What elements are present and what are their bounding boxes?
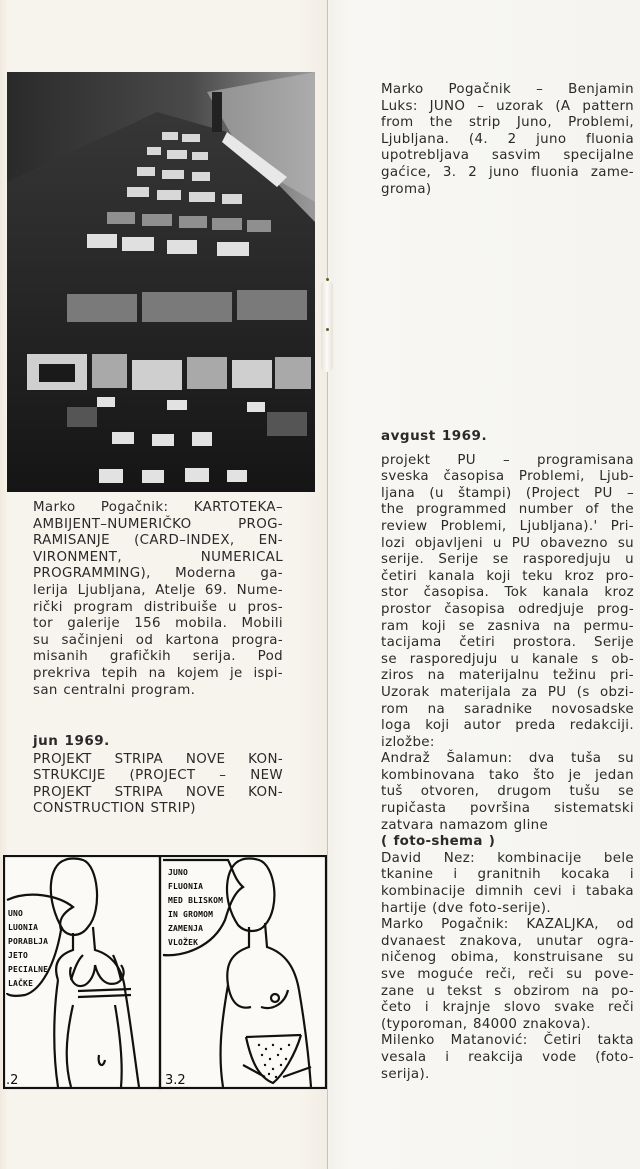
bubble-line: LAČKE xyxy=(8,979,34,988)
avgust-line: Uzorak materijala za PU (s obzi- xyxy=(381,684,634,700)
avgust-line: stor časopisa. Tok kanala kroz xyxy=(381,585,634,601)
avgust-line: ram koji se zasniva na permu- xyxy=(381,618,634,634)
foto-shema-label: ( foto-shema ) xyxy=(381,834,496,850)
avgust-line: (typoroman, 84000 znakova). xyxy=(381,1016,591,1032)
avgust-line: Marko Pogačnik: KAZALJKA, od xyxy=(381,917,634,933)
caption-line: san centralni program. xyxy=(33,682,196,698)
bubble-line: IN GROMOM xyxy=(168,910,214,919)
juno-line: upotrebljava sasvim specijalne xyxy=(381,148,634,164)
section-heading-avgust: avgust 1969. xyxy=(381,428,488,444)
photo-caption xyxy=(33,500,283,699)
fold-line xyxy=(327,0,328,1169)
caption-line: prekriva tepih na kojem je ispi- xyxy=(33,665,283,681)
avgust-line: the programmed number of the xyxy=(381,502,634,518)
avgust-line: dvanaest znakova, unutar ogra- xyxy=(381,933,634,949)
avgust-line: se rasporedjuju u kanale s ob- xyxy=(381,651,634,667)
juno-line: gaćice, 3. 2 juno fluonia zame- xyxy=(381,164,634,180)
bubble-line: MED BLISKOM xyxy=(168,896,224,905)
avgust-line: četiri kanala koji teku kroz pro- xyxy=(381,568,634,584)
caption-line: AMBIJENT–NUMERIČKO PROG- xyxy=(33,516,283,532)
avgust-line: ničenog obima, konstruisane su xyxy=(381,950,634,966)
avgust-line: lozi objavljeni u PU obavezno su xyxy=(381,535,634,551)
avgust-section xyxy=(381,428,634,1083)
avgust-line: izložbe: xyxy=(381,734,435,750)
caption-line: VIRONMENT, NUMERICAL xyxy=(33,549,283,565)
avgust-line: ziros na materijalnu težinu pri- xyxy=(381,668,634,684)
bubble-line: VLOŽEK xyxy=(168,938,199,947)
avgust-line: kombinovana tako što je jedan xyxy=(381,767,634,783)
avgust-line: kombinacije dimnih cevi i tabaka xyxy=(381,884,634,900)
bubble-line: JETO xyxy=(8,951,29,960)
avgust-line: David Nez: kombinacije bele xyxy=(381,850,634,866)
avgust-line: Andraž Šalamun: dva tuša su xyxy=(381,751,634,767)
avgust-line: zatvara namazom gline xyxy=(381,817,549,833)
avgust-line: review Problemi, Ljubljana).' Pri- xyxy=(381,518,634,534)
caption-line: Marko Pogačnik: KARTOTEKA– xyxy=(33,500,283,515)
panel-number-left: .2 xyxy=(6,1073,19,1088)
jun-line: PROJEKT STRIPA NOVE KON- xyxy=(33,784,283,800)
avgust-line: sve moguće reči, reči su pove- xyxy=(381,967,634,982)
avgust-line: zane u tekst s obzirom na po- xyxy=(381,983,634,999)
avgust-line: serija). xyxy=(381,1066,430,1082)
caption-line: rički program distribuiše u pros- xyxy=(33,599,283,615)
jun-line: CONSTRUCTION STRIP) xyxy=(33,801,196,817)
avgust-line: rupičasta površina sistematski xyxy=(381,801,634,817)
juno-caption xyxy=(381,82,634,198)
avgust-line: tuš otvoren, drugom tušu se xyxy=(381,784,634,800)
avgust-line: rom na saradnike novosadske xyxy=(381,701,634,717)
jun-line: PROJEKT STRIPA NOVE KON- xyxy=(33,751,283,767)
avgust-line: serije. Serije se rasporedjuju u xyxy=(381,552,634,568)
panel-number-right: 3.2 xyxy=(165,1073,186,1088)
avgust-line: hartije (dve foto-serije). xyxy=(381,900,551,916)
comic-strip xyxy=(3,855,327,1090)
caption-line: lerija Ljubljana, Atelje 69. Nume- xyxy=(33,582,283,598)
caption-line: misanih grafičkih serija. Pod xyxy=(33,649,283,665)
installation-photo xyxy=(7,72,315,492)
avgust-line: tkanine i granitnih kocaka i xyxy=(381,867,634,883)
juno-line: from the strip Juno, Problemi, xyxy=(381,115,634,131)
staple-bottom xyxy=(321,330,333,372)
bubble-line: PORABLJA xyxy=(8,937,49,946)
juno-line: Marko Pogačnik – Benjamin xyxy=(381,82,634,97)
caption-line: su sačinjeni od kartona progra- xyxy=(33,632,283,648)
avgust-line: tacijama četiri prostora. Serije xyxy=(381,635,634,651)
avgust-line: sveska časopisa Problemi, Ljub- xyxy=(381,469,634,485)
photo-drawing xyxy=(7,72,315,492)
bubble-line: UNO xyxy=(8,909,24,918)
bubble-line: LUONIA xyxy=(8,923,39,932)
avgust-line: ljana (u štampi) (Project PU – xyxy=(381,485,634,501)
avgust-line: Milenko Matanović: Četiri takta xyxy=(381,1033,634,1049)
bubble-line: JUNO xyxy=(168,868,189,877)
juno-line: Luks: JUNO – uzorak (A pattern xyxy=(381,98,634,114)
caption-line: tor galerije 156 mobila. Mobili xyxy=(33,616,283,632)
juno-line: Ljubljana. (4. 2 juno fluonia xyxy=(381,131,634,147)
jun-section xyxy=(33,733,283,818)
avgust-line: loga koji autor preda redakciji. xyxy=(381,718,634,734)
caption-line: RAMISANJE (CARD–INDEX, EN- xyxy=(33,533,283,549)
bubble-line: PECIALNE xyxy=(8,965,49,974)
avgust-line: prostor časopisa odredjuje prog- xyxy=(381,601,634,617)
avgust-line: projekt PU – programisana xyxy=(381,452,634,468)
avgust-line: četo i krajnje slovo svake reči xyxy=(381,1000,634,1016)
jun-line: STRUKCIJE (PROJECT – NEW xyxy=(33,768,283,784)
caption-line: PROGRAMMING), Moderna ga- xyxy=(33,566,283,582)
juno-line: groma) xyxy=(381,181,432,197)
bubble-line: FLUONIA xyxy=(168,882,204,891)
section-heading-jun: jun 1969. xyxy=(33,733,110,749)
bubble-line: ZAMENJA xyxy=(168,924,204,933)
avgust-line: vesala i reakcija vode (foto- xyxy=(381,1049,634,1065)
